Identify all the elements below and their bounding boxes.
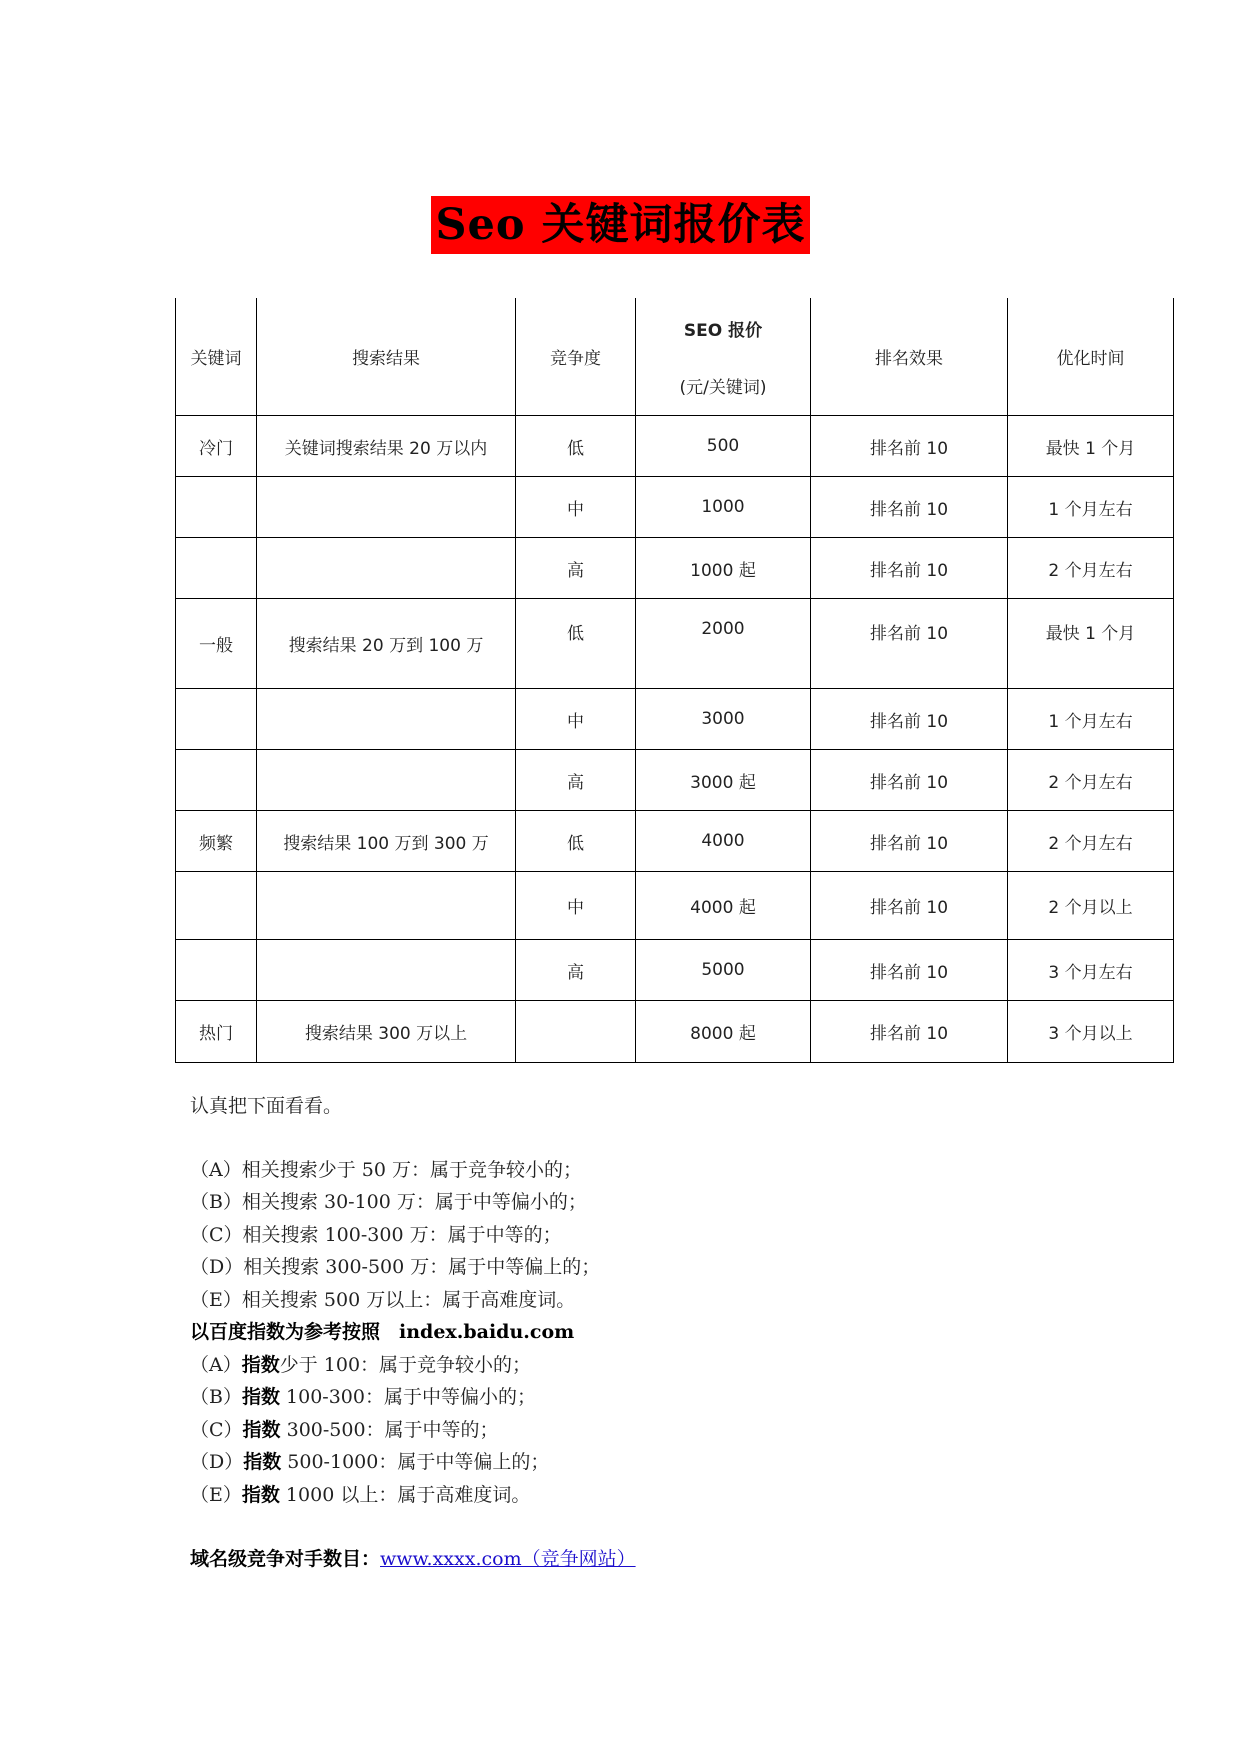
cell-ranking: 排名前 10 [811, 689, 1008, 750]
search-criteria-item: （B）相关搜索 30-100 万：属于中等偏小的； [190, 1191, 587, 1213]
cell-time: 3 个月以上 [1008, 1001, 1174, 1063]
cell-results [257, 750, 516, 811]
cell-keyword: 冷门 [176, 416, 257, 477]
cell-keyword [176, 750, 257, 811]
cell-competition: 中 [516, 872, 636, 940]
table-row [176, 416, 1174, 477]
cell-competition: 低 [516, 811, 636, 872]
cell-time: 2 个月左右 [1008, 811, 1174, 872]
cell-keyword [176, 538, 257, 599]
header-price-label: SEO 报价 [683, 320, 763, 341]
cell-time: 3 个月左右 [1008, 940, 1174, 1001]
index-item-prefix: （C） [190, 1418, 243, 1441]
cell-price: 1000 [636, 477, 811, 538]
header-competition: 竞争度 [516, 298, 636, 416]
index-item-keyword: 指数 [241, 1386, 280, 1408]
domain-competitors-label: 域名级竞争对手数目： [190, 1548, 381, 1570]
index-item-text: 1000 以上：属于高难度词。 [279, 1483, 531, 1506]
cell-ranking: 排名前 10 [811, 811, 1008, 872]
cell-results: 搜索结果 20 万到 100 万 [257, 599, 516, 689]
domain-competitors-line [190, 1543, 1090, 1576]
page-title: Seo 关键词报价表 [431, 196, 809, 254]
index-item-keyword: 指数 [242, 1418, 281, 1441]
cell-keyword: 热门 [176, 1001, 257, 1063]
cell-price: 3000 起 [636, 750, 811, 811]
index-item-prefix: （E） [190, 1483, 242, 1506]
table-row [176, 811, 1174, 872]
cell-ranking: 排名前 10 [811, 416, 1008, 477]
cell-competition: 低 [516, 416, 636, 477]
index-criteria-item [190, 1349, 1090, 1382]
table-row [176, 689, 1174, 750]
notes-section [190, 1090, 1090, 1576]
table-row [176, 940, 1174, 1001]
cell-results [257, 538, 516, 599]
cell-ranking: 排名前 10 [811, 599, 1008, 689]
cell-price: 4000 起 [636, 872, 811, 940]
cell-ranking: 排名前 10 [811, 872, 1008, 940]
cell-price: 2000 [636, 599, 811, 689]
table-row [176, 477, 1174, 538]
header-price [636, 298, 811, 416]
cell-results [257, 477, 516, 538]
cell-price: 8000 起 [636, 1001, 811, 1063]
price-table [175, 298, 1174, 1063]
title-container [0, 196, 1241, 254]
table-row [176, 538, 1174, 599]
cell-price: 1000 起 [636, 538, 811, 599]
cell-price: 500 [636, 416, 811, 477]
cell-time: 最快 1 个月 [1008, 599, 1174, 689]
cell-ranking: 排名前 10 [811, 750, 1008, 811]
competitor-site-link[interactable]: www.xxxx.com（竞争网站） [380, 1548, 636, 1570]
header-ranking: 排名效果 [811, 298, 1008, 416]
index-item-prefix: （B） [190, 1386, 242, 1408]
search-criteria-item: （A）相关搜索少于 50 万：属于竞争较小的； [190, 1158, 582, 1181]
cell-competition: 低 [516, 599, 636, 689]
table-row [176, 1001, 1174, 1063]
baidu-index-list [190, 1349, 1090, 1512]
index-item-text: 300-500：属于中等的； [280, 1418, 499, 1441]
search-criteria-item: （E）相关搜索 500 万以上：属于高难度词。 [190, 1288, 576, 1311]
table-row [176, 872, 1174, 940]
index-item-keyword: 指数 [241, 1353, 280, 1376]
cell-results: 搜索结果 100 万到 300 万 [257, 811, 516, 872]
search-criteria-item: （C）相关搜索 100-300 万：属于中等的； [190, 1223, 562, 1246]
cell-ranking: 排名前 10 [811, 940, 1008, 1001]
index-item-keyword: 指数 [243, 1451, 282, 1473]
cell-competition: 高 [516, 940, 636, 1001]
cell-keyword: 一般 [176, 599, 257, 689]
cell-time: 最快 1 个月 [1008, 416, 1174, 477]
cell-results [257, 689, 516, 750]
cell-results: 关键词搜索结果 20 万以内 [257, 416, 516, 477]
header-time: 优化时间 [1008, 298, 1174, 416]
cell-results [257, 872, 516, 940]
table-row [176, 750, 1174, 811]
cell-time: 1 个月左右 [1008, 689, 1174, 750]
cell-competition: 中 [516, 689, 636, 750]
cell-keyword [176, 872, 257, 940]
header-results: 搜索结果 [257, 298, 516, 416]
index-criteria-item [190, 1381, 1090, 1414]
index-item-keyword: 指数 [241, 1483, 280, 1506]
index-item-text: 少于 100：属于竞争较小的； [279, 1353, 532, 1376]
search-criteria-item: （D）相关搜索 300-500 万：属于中等偏上的； [190, 1256, 601, 1278]
header-price-unit: (元/关键词) [679, 377, 767, 398]
cell-time: 2 个月左右 [1008, 538, 1174, 599]
cell-competition: 中 [516, 477, 636, 538]
header-keyword: 关键词 [176, 298, 257, 416]
index-criteria-item [190, 1479, 1090, 1512]
index-item-prefix: （A） [190, 1353, 242, 1376]
index-item-prefix: （D） [190, 1451, 244, 1473]
cell-competition: 高 [516, 750, 636, 811]
cell-ranking: 排名前 10 [811, 538, 1008, 599]
cell-price: 3000 [636, 689, 811, 750]
baidu-index-heading: 以百度指数为参考按照 index.baidu.com [190, 1321, 575, 1343]
cell-results: 搜索结果 300 万以上 [257, 1001, 516, 1063]
cell-competition: 高 [516, 538, 636, 599]
index-criteria-item [190, 1414, 1090, 1447]
index-criteria-item [190, 1446, 1090, 1479]
cell-keyword [176, 940, 257, 1001]
cell-time: 2 个月以上 [1008, 872, 1174, 940]
cell-results [257, 940, 516, 1001]
index-item-text: 500-1000：属于中等偏上的； [281, 1451, 550, 1473]
cell-competition [516, 1001, 636, 1063]
cell-ranking: 排名前 10 [811, 477, 1008, 538]
table-header-row [176, 298, 1174, 416]
cell-keyword [176, 477, 257, 538]
search-volume-list [190, 1154, 1090, 1317]
table-row [176, 599, 1174, 689]
cell-ranking: 排名前 10 [811, 1001, 1008, 1063]
cell-keyword [176, 689, 257, 750]
cell-price: 5000 [636, 940, 811, 1001]
cell-price: 4000 [636, 811, 811, 872]
cell-time: 2 个月左右 [1008, 750, 1174, 811]
cell-time: 1 个月左右 [1008, 477, 1174, 538]
index-item-text: 100-300：属于中等偏小的； [279, 1386, 536, 1408]
notes-intro: 认真把下面看看。 [190, 1095, 343, 1117]
cell-keyword: 频繁 [176, 811, 257, 872]
